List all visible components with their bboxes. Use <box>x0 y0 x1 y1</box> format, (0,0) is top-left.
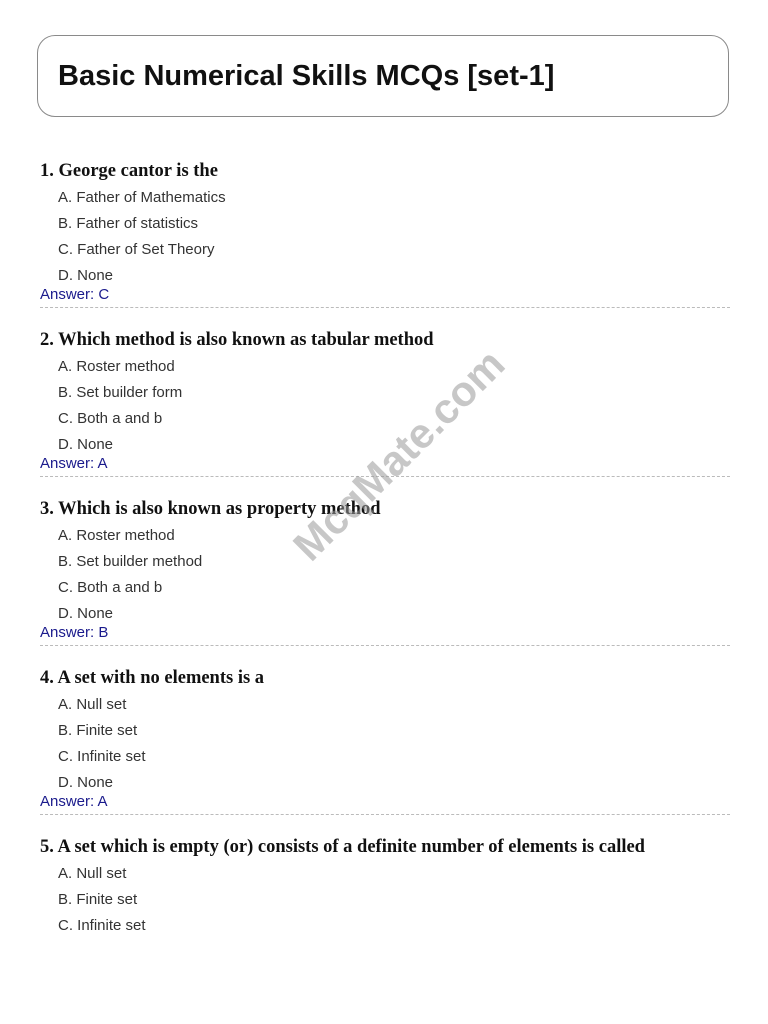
option-b: B. Finite set <box>58 722 138 739</box>
page-title: Basic Numerical Skills MCQs [set-1] <box>58 60 555 92</box>
answer-label: Answer: C <box>40 286 110 303</box>
option-d: D. None <box>58 774 114 791</box>
option-c: C. Father of Set Theory <box>58 241 215 258</box>
option-a: A. Null set <box>58 696 127 713</box>
question-text: 5. A set which is empty (or) consists of a definite number of elements is called <box>40 837 645 857</box>
option-c: C. Infinite set <box>58 748 146 765</box>
answer-label: Answer: A <box>40 793 108 810</box>
watermark-text: McqMate.com <box>283 340 514 570</box>
divider <box>40 476 730 477</box>
option-a: A. Null set <box>58 865 127 882</box>
option-d: D. None <box>58 605 114 622</box>
question-text: 2. Which method is also known as tabular method <box>40 330 434 350</box>
option-b: B. Father of statistics <box>58 215 199 232</box>
option-b: B. Set builder method <box>58 553 203 570</box>
question-text: 1. George cantor is the <box>40 161 218 181</box>
option-c: C. Both a and b <box>58 579 163 596</box>
option-a: A. Father of Mathematics <box>58 189 226 206</box>
option-c: C. Both a and b <box>58 410 163 427</box>
option-a: A. Roster method <box>58 527 175 544</box>
option-d: D. None <box>58 436 114 453</box>
option-c: C. Infinite set <box>58 917 146 934</box>
divider <box>40 645 730 646</box>
divider <box>40 814 730 815</box>
option-b: B. Set builder form <box>58 384 183 401</box>
answer-label: Answer: A <box>40 455 108 472</box>
option-d: D. None <box>58 267 114 284</box>
option-b: B. Finite set <box>58 891 138 908</box>
divider <box>40 307 730 308</box>
question-text: 3. Which is also known as property method <box>40 499 381 519</box>
answer-label: Answer: B <box>40 624 109 641</box>
option-a: A. Roster method <box>58 358 175 375</box>
question-text: 4. A set with no elements is a <box>40 668 265 688</box>
